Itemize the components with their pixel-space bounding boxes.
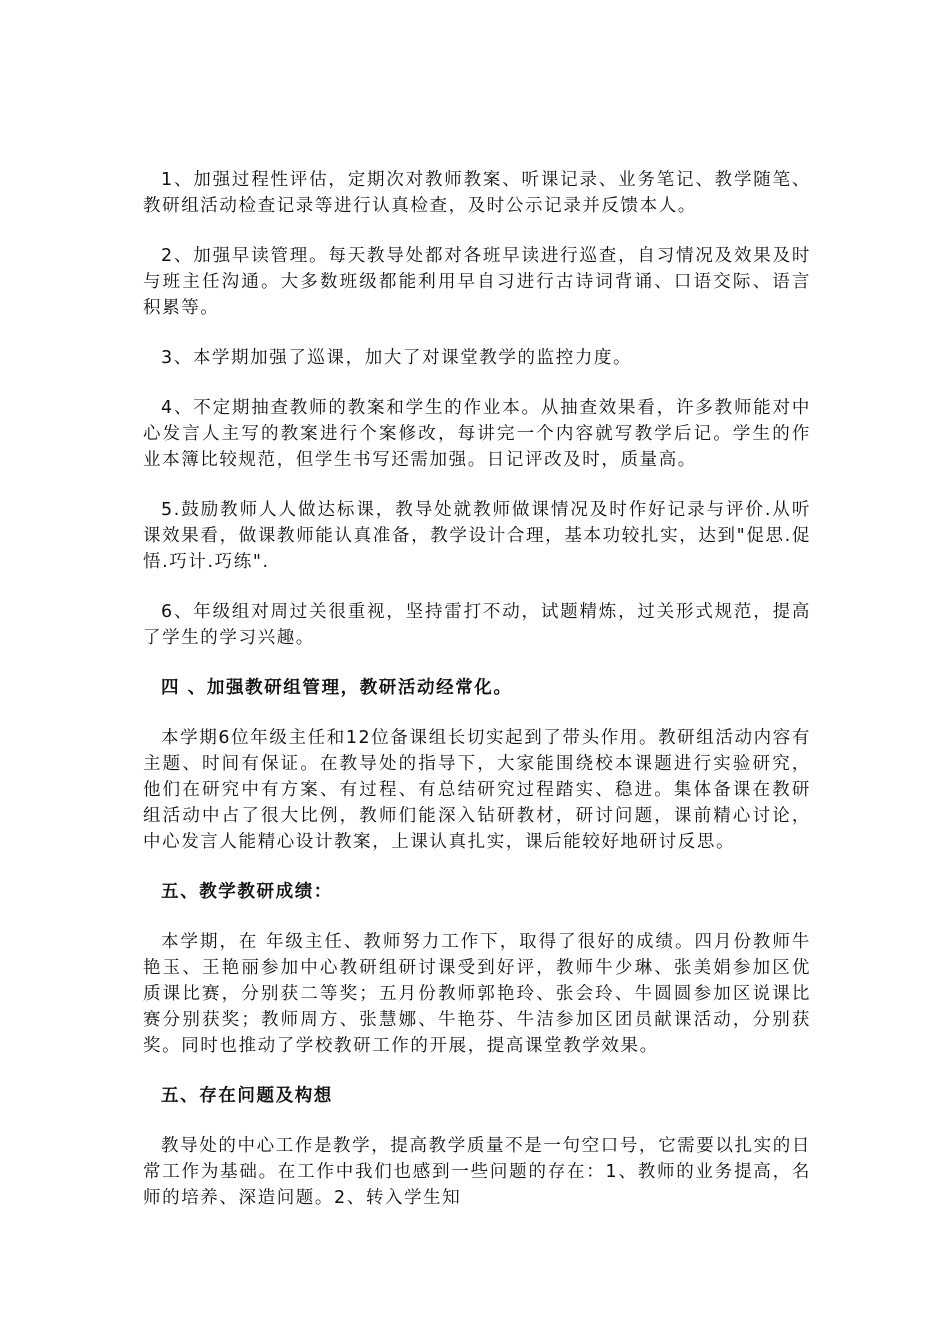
paragraph-process-evaluation: 1、加强过程性评估，定期次对教师教案、听课记录、业务笔记、教学随笔、教研组活动检查记录等进行认真检查，及时公示记录并反馈本人。 — [143, 170, 811, 216]
section-heading-teaching-research: 四 、加强教研组管理，教研活动经常化。 — [161, 678, 513, 698]
section-heading-achievements: 五、教学教研成绩： — [161, 882, 333, 902]
paragraph-research-groups: 本学期6位年级主任和12位备课组长切实起到了带头作用。教研组活动内容有主题、时间有保证。在教导处的指导下，大家能围绕校本课题进行实验研究，他们在研究中有方案、有过程、有总结研究过程踏实、稳进。集体备课在教研组活动中占了很大比例，教师们能深入钻研教材，研讨问题，课前精心讨论，中心发言人能精心设计教案，上课认真扎实，课后能较好地研讨反思。 — [143, 728, 811, 852]
section-heading-problems: 五、存在问题及构想 — [161, 1086, 333, 1106]
paragraph-spot-check: 4、不定期抽查教师的教案和学生的作业本。从抽查效果看，许多教师能对中心发言人主写的教案进行个案修改，每讲完一个内容就写教学后记。学生的作业本簿比较规范，但学生书写还需加强。日记评改及时，质量高。 — [143, 398, 811, 470]
paragraph-problems: 教导处的中心工作是教学，提高教学质量不是一句空口号，它需要以扎实的日常工作为基础。在工作中我们也感到一些问题的存在：1、教师的业务提高，名师的培养、深造问题。2、转入学生知 — [143, 1136, 811, 1208]
document-body — [143, 167, 811, 1235]
paragraph-achievements: 本学期，在 年级主任、教师努力工作下，取得了很好的成绩。四月份教师牛艳玉、王艳丽参加中心教研组研讨课受到好评，教师牛少琳、张美娟参加区优质课比赛，分别获二等奖；五月份教师郭艳玲、张会玲、牛圆圆参加区说课比赛分别获奖；教师周方、张慧娜、牛艳芬、牛洁参加区团员献课活动，分别获奖。同时也推动了学校教研工作的开展，提高课堂教学效果。 — [143, 932, 811, 1056]
paragraph-weekly-checks: 6、年级组对周过关很重视，坚持雷打不动，试题精炼，过关形式规范，提高了学生的学习兴趣。 — [143, 602, 811, 648]
paragraph-morning-reading: 2、加强早读管理。每天教导处都对各班早读进行巡查，自习情况及效果及时与班主任沟通。大多数班级都能利用早自习进行古诗词背诵、口语交际、语言积累等。 — [143, 246, 811, 318]
paragraph-standard-lessons: 5.鼓励教师人人做达标课，教导处就教师做课情况及时作好记录与评价.从听课效果看，做课教师能认真准备，教学设计合理，基本功较扎实，达到"促思.促悟.巧计.巧练". — [143, 500, 811, 572]
paragraph-class-patrol: 3、本学期加强了巡课，加大了对课堂教学的监控力度。 — [161, 348, 633, 368]
